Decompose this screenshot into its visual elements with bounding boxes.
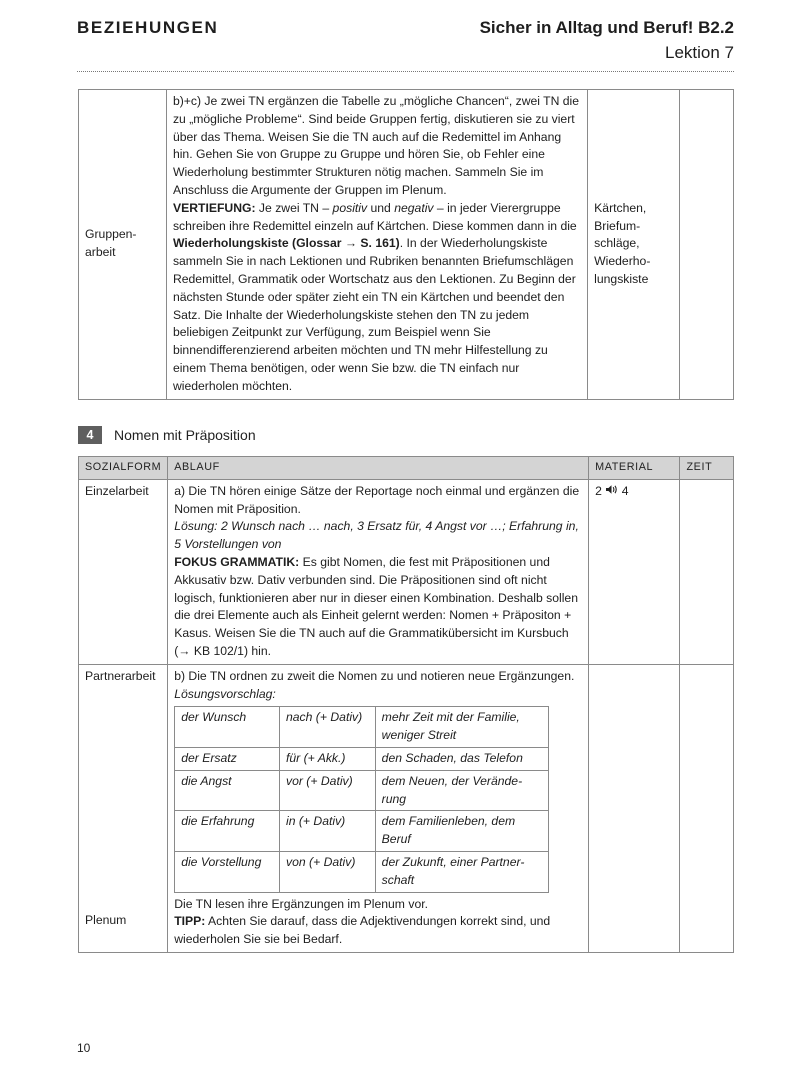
ablauf-intro: a) Die TN hören einige Sätze der Reportage noch einmal und ergänzen die Nomen mit Präposition. [174, 483, 580, 516]
activity-table [78, 456, 734, 953]
section-heading: BEZIEHUNGEN [77, 18, 219, 37]
solution-preposition: vor (+ Dativ) [279, 770, 375, 811]
glossar-reference: Wiederholungskiste (Glossar → S. 161) [172, 236, 400, 251]
solution-noun: die Erfahrung [175, 811, 280, 852]
vertiefung-text: – in jeder Vierergruppe schreiben ihre Redemittel einzeln auf Kärtchen. Diese kommen dann in die [172, 200, 577, 233]
solution-example: der Zukunft, einer Partner- schaft [375, 851, 549, 892]
zeit-cell [680, 664, 734, 952]
loesung-text: Lösung: 2 Wunsch nach … nach, 3 Ersatz für, 4 Angst vor …; Erfahrung in, 5 Vorstellungen von [174, 519, 579, 552]
solution-noun: der Wunsch [175, 707, 280, 748]
speaker-icon [605, 484, 618, 502]
lesson-label: Lektion 7 [665, 43, 734, 62]
solution-example: mehr Zeit mit der Familie, weniger Streit [375, 707, 549, 748]
ablauf-cell [168, 479, 589, 664]
tipp-text: Achten Sie darauf, dass die Adjektivendungen korrekt sind, und wiederholen Sie sie bei Bedarf. [174, 914, 551, 947]
column-header-material: MATERIAL [589, 457, 680, 480]
solution-noun: die Angst [175, 770, 280, 811]
solution-noun: die Vorstellung [175, 851, 280, 892]
sozialform-cell: Einzelarbeit [79, 479, 168, 664]
column-header-ablauf: ABLAUF [168, 457, 589, 480]
table-header-row [79, 457, 734, 480]
track-number: 4 [621, 483, 629, 498]
cd-number: 2 [595, 483, 602, 498]
fokus-grammatik-label: FOKUS GRAMMATIK: [174, 554, 300, 569]
sozialform-cell: Gruppen- arbeit [79, 90, 167, 400]
solution-preposition: für (+ Akk.) [279, 747, 375, 770]
material-cell [589, 664, 680, 952]
table-row [79, 479, 734, 664]
material-cell: Kärtchen, Briefum- schläge, Wiederho- lungskiste [588, 90, 680, 400]
negativ-term: negativ [394, 200, 434, 215]
vertiefung-text: und [367, 200, 395, 215]
solution-preposition: nach (+ Dativ) [279, 707, 375, 748]
header-divider [77, 71, 734, 72]
fokus-grammatik-text: Es gibt Nomen, die fest mit Präpositionen und Akkusativ bzw. Dativ verbunden sind. Die Präpositionen sind oft nicht logisch, funktionieren aber nur in dieser einen Kombination. Deshalb sollen die drei Elemente auch als Einheit gelernt werden: Nomen + Präpositon + Kasus. Weisen Sie die TN auch auf die Grammatikübersicht im Kursbuch (→ KB 102/1) hin. [174, 554, 578, 658]
solution-preposition: in (+ Dativ) [279, 811, 375, 852]
loesungsvorschlag-label: Lösungsvorschlag: [174, 686, 276, 701]
solution-row [175, 770, 549, 811]
zeit-cell [680, 479, 734, 664]
tipp-label: TIPP: [174, 914, 206, 929]
positiv-term: positiv [332, 200, 368, 215]
ablauf-paragraph: b)+c) Je zwei TN ergänzen die Tabelle zu „mögliche Chancen“, zwei TN die zu „mögliche Probleme“. Sind beide Gruppen fertig, diskutieren sie zu viert über das Thema. Weisen Sie die TN auch auf die Redemittel im Anhang hin. Gehen Sie von Gruppe zu Gruppe und hören Sie, ob Fehler eine Wiederholung bestimmter Strukturen nötig machen. Sammeln Sie im Anschluss die Argumente der Gruppen im Plenum. [172, 94, 580, 197]
solution-row [175, 747, 549, 770]
solution-table [174, 706, 549, 892]
vertiefung-text: . In der Wiederholungskiste sammeln Sie in nach Lektionen und Rubriken benannten Briefumschlägen Redemittel, Grammatik oder Wortschatz aus den Lektionen. Zu Beginn der nächsten Stunde oder später zieht ein TN ein Kärtchen und beendet den Satz. Die Inhalte der Wiederholungskiste stehen den TN zu jedem beliebigen Zeitpunkt zur Verfügung, zum Beispiel wenn Sie binnendifferenzierend arbeiten möchten und TN mehr Hilfestellung zu einem Thema benötigen, oder wenn Sie bzw. die TN einfach nur wiederholen möchten. [172, 236, 576, 393]
plenum-text: Die TN lesen ihre Ergänzungen im Plenum vor. [174, 896, 428, 911]
solution-row [175, 851, 549, 892]
activity-table-top [78, 89, 734, 400]
ablauf-cell [166, 90, 587, 400]
solution-example: dem Neuen, der Verände- rung [375, 770, 549, 811]
sozialform-plenum: Plenum [85, 913, 127, 928]
solution-row [175, 811, 549, 852]
column-header-sozialform: SOZIALFORM [79, 457, 168, 480]
solution-noun: der Ersatz [175, 747, 280, 770]
book-title: Sicher in Alltag und Beruf! B2.2 [479, 18, 734, 37]
table-row [79, 90, 734, 400]
material-cell [589, 479, 680, 664]
section-title [78, 426, 256, 444]
vertiefung-text: Je zwei TN – [255, 200, 333, 215]
solution-example: dem Familienleben, dem Beruf [375, 811, 549, 852]
page-number: 10 [77, 1041, 91, 1055]
solution-row [175, 707, 549, 748]
solution-example: den Schaden, das Telefon [375, 747, 549, 770]
sozialform-cell [79, 664, 168, 952]
table-row [79, 664, 734, 952]
section-title-text: Nomen mit Präposition [114, 427, 256, 443]
ablauf-intro: b) Die TN ordnen zu zweit die Nomen zu und notieren neue Ergänzungen. [174, 668, 575, 683]
solution-preposition: von (+ Dativ) [279, 851, 375, 892]
ablauf-cell [168, 664, 589, 952]
column-header-zeit: ZEIT [680, 457, 734, 480]
vertiefung-label: VERTIEFUNG: [172, 200, 256, 215]
section-number: 4 [78, 426, 102, 444]
zeit-cell [680, 90, 734, 400]
sozialform-partnerarbeit: Partnerarbeit [85, 668, 156, 683]
